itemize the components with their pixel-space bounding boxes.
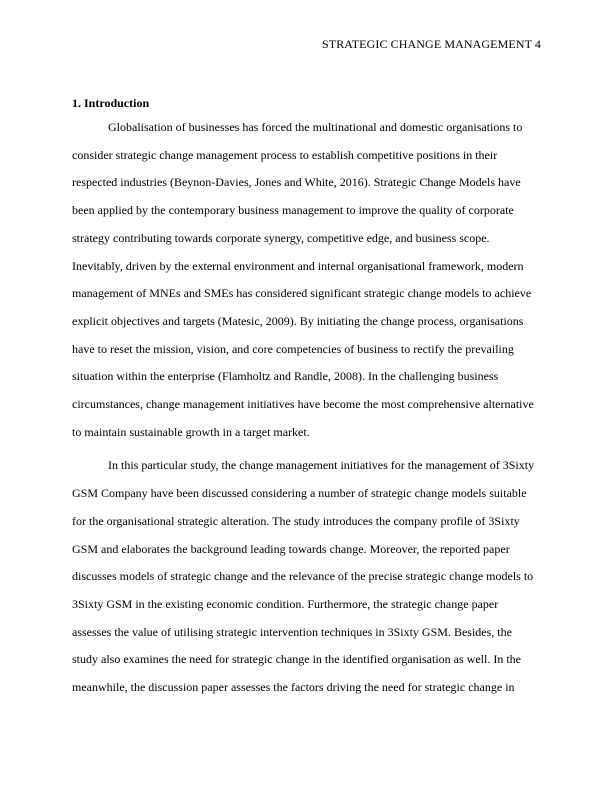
paragraph-line: management of MNEs and SMEs has considered significant strategic change models to achieve <box>72 286 532 301</box>
paragraph-line: meanwhile, the discussion paper assesses the factors driving the need for strategic change in <box>72 680 515 695</box>
paragraph-line: situation within the enterprise (Flamholtz and Randle, 2008). In the challenging business <box>72 369 499 384</box>
paragraph-2 <box>72 452 540 701</box>
paragraph-line: respected industries (Beynon-Davies, Jones and White, 2016). Strategic Change Models have <box>72 175 521 190</box>
paragraph-line: GSM Company have been discussed considering a number of strategic change models suitable <box>72 486 527 501</box>
paragraph-line: GSM and elaborates the background leading towards change. Moreover, the reported paper <box>72 541 510 556</box>
paragraph-line: for the organisational strategic alteration. The study introduces the company profile of 3Sixty <box>72 513 520 528</box>
paragraph-line: study also examines the need for strategic change in the identified organisation as well. In the <box>72 652 521 667</box>
section-heading: 1. Introduction <box>72 96 150 110</box>
paragraph-line: Globalisation of businesses has forced the multinational and domestic organisations to <box>108 120 523 134</box>
paragraph-line: Inevitably, driven by the external environment and internal organisational framework, modern <box>72 258 524 273</box>
paragraph-line: circumstances, change management initiatives have become the most comprehensive alternative <box>72 397 534 412</box>
paragraph-line: been applied by the contemporary business management to improve the quality of corporate <box>72 203 514 218</box>
paragraph-line: strategy contributing towards corporate synergy, competitive edge, and business scope. <box>72 230 490 245</box>
body-text <box>72 92 540 702</box>
paragraph-1 <box>72 114 540 446</box>
paragraph-line: explicit objectives and targets (Matesic, 2009). By initiating the change process, organisations <box>72 313 524 328</box>
paragraph-line: 3Sixty GSM in the existing economic condition. Furthermore, the strategic change paper <box>72 596 499 611</box>
paragraph-line: to maintain sustainable growth in a target market. <box>72 424 310 439</box>
running-head: STRATEGIC CHANGE MANAGEMENT 4 <box>321 37 541 51</box>
paragraph-line: consider strategic change management process to establish competitive positions in their <box>72 147 498 162</box>
paragraph-line: discusses models of strategic change and the relevance of the precise strategic change models to <box>72 569 534 584</box>
paragraph-line: In this particular study, the change management initiatives for the management of 3Sixty <box>108 458 535 473</box>
paragraph-line: assesses the value of utilising strategic intervention techniques in 3Sixty GSM. Besides, the <box>72 624 512 639</box>
paragraph-line: have to reset the mission, vision, and core competencies of business to rectify the prevailing <box>72 341 514 356</box>
